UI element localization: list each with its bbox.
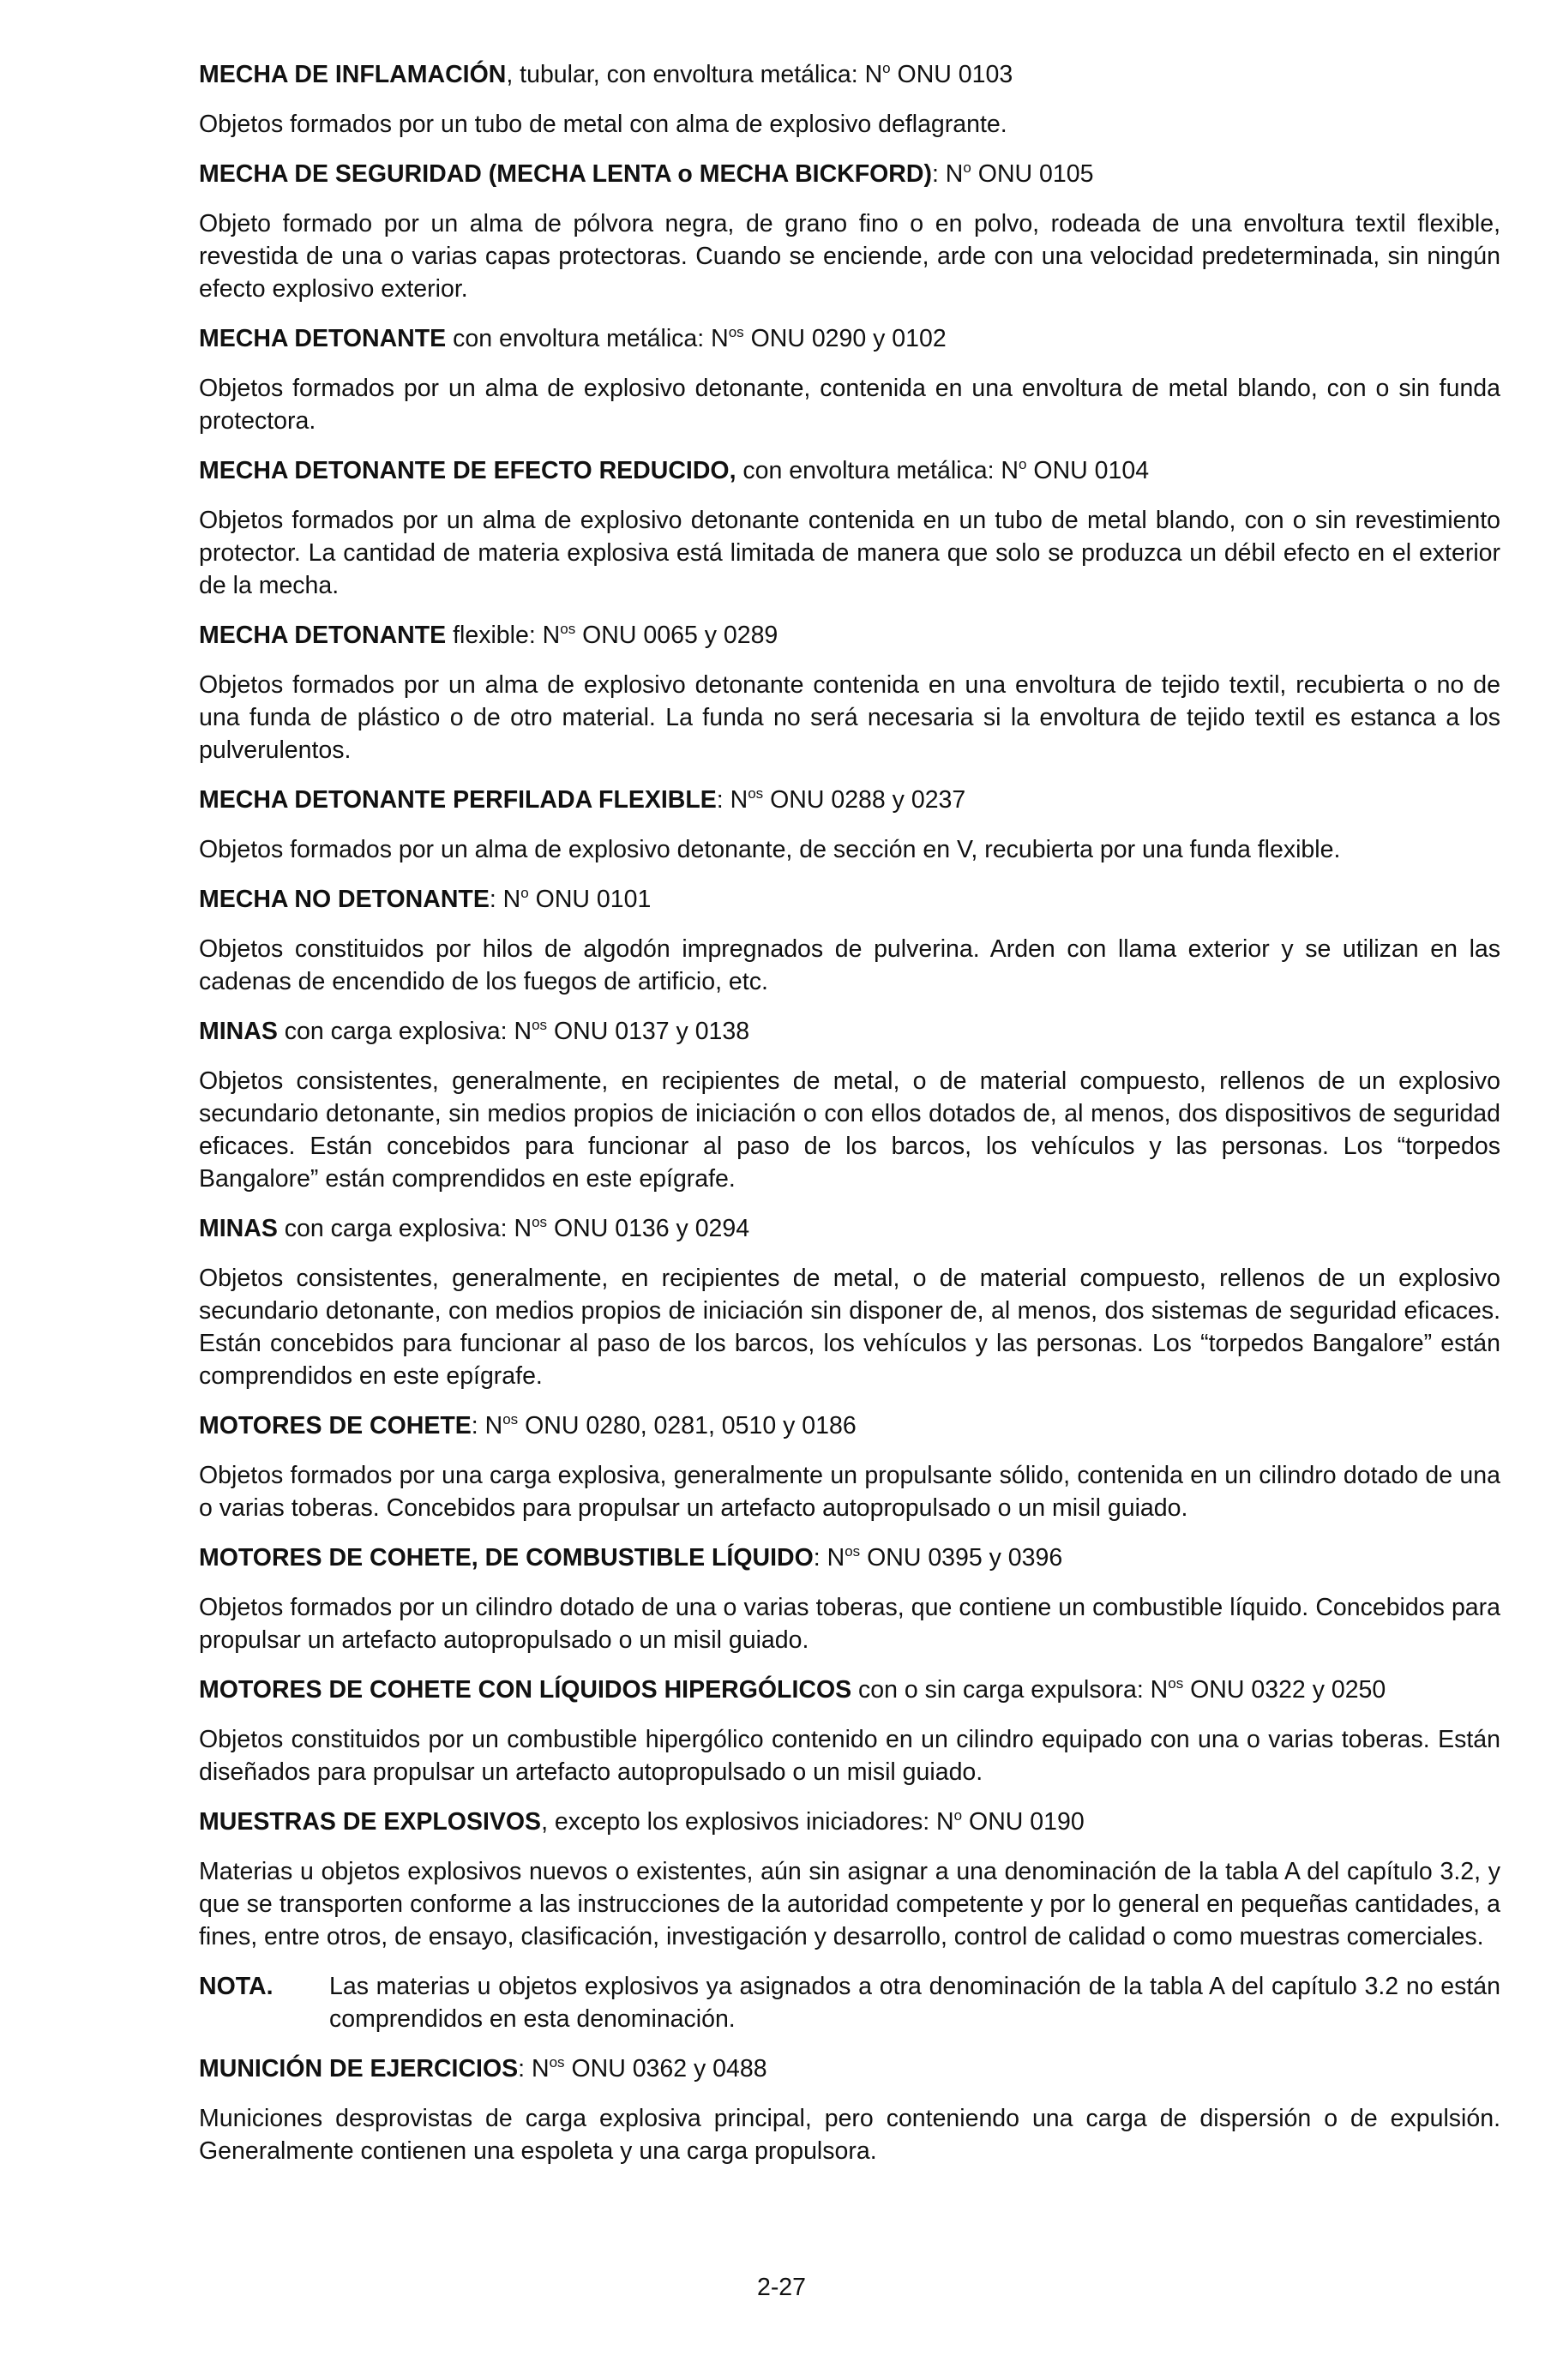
entry-detail: con envoltura metálica: N (736, 457, 1019, 484)
nota-label: NOTA. (199, 1973, 274, 2000)
entry-title: MOTORES DE COHETE CON LÍQUIDOS HIPERGÓLICOS (199, 1676, 852, 1704)
entry-mecha-de-seguridad (199, 158, 1500, 305)
entry-detail: : N (813, 1544, 845, 1572)
un-numbers: ONU 0322 y 0250 (1183, 1676, 1386, 1704)
number-sign-superscript: os (532, 1213, 548, 1230)
entry-motores-hipergolicos (199, 1674, 1500, 1788)
entry-title: MECHA NO DETONANTE (199, 886, 490, 913)
entry-detail: con carga explosiva: N (277, 1215, 532, 1242)
entry-detail: : N (931, 160, 964, 188)
number-sign-superscript: os (532, 1016, 548, 1033)
number-sign-superscript: os (502, 1410, 519, 1427)
entry-title: MECHA DE SEGURIDAD (MECHA LENTA o MECHA BICKFORD) (199, 160, 932, 188)
entry-description: Objetos constituidos por un combustible hipergólico contenido en un cilindro equipado con una o varias toberas. Están diseñados para propulsar un artefacto autopropulsado o un misil guiado. (199, 1726, 1500, 1786)
entry-detail: : N (489, 886, 521, 913)
entry-title: MUNICIÓN DE EJERCICIOS (199, 2055, 519, 2082)
entry-description: Objeto formado por un alma de pólvora negra, de grano fino o en polvo, rodeada de una envoltura textil flexible, revestida de una o varias capas protectoras. Cuando se enciende, arde con una velocidad predeterminada, sin ningún efecto explosivo exterior. (199, 210, 1500, 303)
page-number: 2-27 (756, 2274, 807, 2301)
number-sign-superscript: os (549, 2053, 565, 2070)
document-body (199, 58, 1500, 2185)
nota-text: Las materias u objetos explosivos ya asignados a otra denominación de la tabla A del capítulo 3.2 no están comprendidos en esta denominación. (329, 1973, 1500, 2033)
entry-title: MOTORES DE COHETE (199, 1412, 472, 1439)
entry-heading (199, 1409, 1500, 1442)
entry-title: MINAS (199, 1215, 278, 1242)
entry-heading (199, 322, 1500, 355)
entry-description: Municiones desprovistas de carga explosiva principal, pero conteniendo una carga de dispersión o de expulsión. Generalmente contienen una espoleta y una carga propulsora. (199, 2105, 1500, 2165)
entry-title: MECHA DETONANTE (199, 622, 447, 649)
entry-description: Materias u objetos explosivos nuevos o existentes, aún sin asignar a una denominación de la tabla A del capítulo 3.2, y que se transporten conforme a las instrucciones de la autoridad competente y por lo general en pequeñas cantidades, a fines, entre otros, de ensayo, clasificación, investigación y desarrollo, control de calidad o como muestras comerciales. (199, 1858, 1500, 1950)
entry-heading (199, 1806, 1500, 1838)
entry-minas-0136 (199, 1212, 1500, 1392)
entry-detail: con carga explosiva: N (277, 1018, 532, 1045)
un-numbers: ONU 0101 (528, 886, 652, 913)
entry-motores-combustible-liquido (199, 1542, 1500, 1656)
entry-title: MUESTRAS DE EXPLOSIVOS (199, 1808, 542, 1836)
entry-description: Objetos constituidos por hilos de algodón impregnados de pulverina. Arden con llama exterior y se utilizan en las cadenas de encendido de los fuegos de artificio, etc. (199, 935, 1500, 995)
entry-title: MECHA DETONANTE DE EFECTO REDUCIDO, (199, 457, 736, 484)
number-sign-superscript: o (963, 159, 971, 176)
entry-detail: flexible: N (446, 622, 561, 649)
number-sign-superscript: o (882, 59, 891, 76)
entry-heading (199, 1674, 1500, 1706)
un-numbers: ONU 0288 y 0237 (763, 786, 966, 814)
entry-detail: , excepto los explosivos iniciadores: N (541, 1808, 954, 1836)
un-numbers: ONU 0290 y 0102 (743, 325, 947, 352)
entry-heading (199, 158, 1500, 190)
un-numbers: ONU 0104 (1026, 457, 1150, 484)
entry-mecha-detonante-efecto-reducido (199, 454, 1500, 602)
entry-heading (199, 2052, 1500, 2085)
un-numbers: ONU 0105 (971, 160, 1094, 188)
un-numbers: ONU 0280, 0281, 0510 y 0186 (518, 1412, 857, 1439)
entry-mecha-detonante-flexible (199, 619, 1500, 766)
entry-motores-de-cohete (199, 1409, 1500, 1524)
entry-title: MECHA DETONANTE (199, 325, 447, 352)
entry-detail: : N (716, 786, 748, 814)
entry-description: Objetos formados por un alma de explosivo detonante, contenida en una envoltura de metal blando, con o sin funda protectora. (199, 375, 1500, 435)
entry-detail: con o sin carga expulsora: N (851, 1676, 1169, 1704)
number-sign-superscript: os (728, 323, 744, 340)
entry-mecha-de-inflamacion (199, 58, 1500, 141)
entry-detail: , tubular, con envoltura metálica: N (506, 61, 883, 88)
entry-municion-de-ejercicios (199, 2052, 1500, 2167)
entry-detail: : N (471, 1412, 503, 1439)
entry-mecha-detonante-perfilada (199, 784, 1500, 866)
un-numbers: ONU 0362 y 0488 (564, 2055, 767, 2082)
entry-description: Objetos formados por un alma de explosivo detonante contenida en un tubo de metal blando, con o sin revestimiento protector. La cantidad de materia explosiva está limitada de manera que solo se produzca un débil efecto en el exterior de la mecha. (199, 507, 1500, 599)
number-sign-superscript: os (560, 620, 576, 637)
entry-title: MECHA DETONANTE PERFILADA FLEXIBLE (199, 786, 717, 814)
number-sign-superscript: o (520, 884, 529, 901)
entry-detail: : N (518, 2055, 550, 2082)
entry-description: Objetos consistentes, generalmente, en recipientes de metal, o de material compuesto, rellenos de un explosivo secundario detonante, sin medios propios de iniciación o con ellos dotados de, al menos, dos dispositivos de seguridad eficaces. Están concebidos para funcionar al paso de los barcos, los vehículos y las personas. Los “torpedos Bangalore” están comprendidos en este epígrafe. (199, 1067, 1500, 1193)
un-numbers: ONU 0190 (962, 1808, 1085, 1836)
entry-heading (199, 58, 1500, 91)
entry-mecha-detonante-metalica (199, 322, 1500, 437)
un-numbers: ONU 0137 y 0138 (547, 1018, 750, 1045)
entry-description: Objetos formados por una carga explosiva, generalmente un propulsante sólido, contenida en un cilindro dotado de una o varias toberas. Concebidos para propulsar un artefacto autopropulsado o un misil guiado. (199, 1462, 1500, 1522)
entry-detail: con envoltura metálica: N (446, 325, 729, 352)
number-sign-superscript: os (845, 1542, 861, 1560)
entry-heading (199, 454, 1500, 487)
number-sign-superscript: o (1019, 455, 1027, 472)
un-numbers: ONU 0395 y 0396 (860, 1544, 1063, 1572)
entry-heading (199, 883, 1500, 916)
entry-title: MINAS (199, 1018, 278, 1045)
entry-heading (199, 784, 1500, 816)
number-sign-superscript: os (1168, 1674, 1184, 1692)
un-numbers: ONU 0136 y 0294 (547, 1215, 750, 1242)
nota-block (199, 1970, 1500, 2035)
entry-heading (199, 1542, 1500, 1574)
entry-muestras-de-explosivos (199, 1806, 1500, 2035)
entry-mecha-no-detonante (199, 883, 1500, 998)
entry-heading (199, 619, 1500, 652)
un-numbers: ONU 0065 y 0289 (575, 622, 778, 649)
entry-description: Objetos consistentes, generalmente, en recipientes de metal, o de material compuesto, rellenos de un explosivo secundario detonante, con medios propios de iniciación sin disponer de, al menos, dos sistemas de seguridad eficaces. Están concebidos para funcionar al paso de los barcos, los vehículos y las personas. Los “torpedos Bangalore” están comprendidos en este epígrafe. (199, 1265, 1500, 1390)
entry-heading (199, 1015, 1500, 1048)
entry-heading (199, 1212, 1500, 1245)
entry-description: Objetos formados por un alma de explosivo detonante, de sección en V, recubierta por una funda flexible. (199, 836, 1341, 863)
entry-description: Objetos formados por un alma de explosivo detonante contenida en una envoltura de tejido textil, recubierta o no de una funda de plástico o de otro material. La funda no será necesaria si la envoltura de tejido textil es estanca a los pulverulentos. (199, 671, 1500, 764)
entry-description: Objetos formados por un cilindro dotado de una o varias toberas, que contiene un combustible líquido. Concebidos para propulsar un artefacto autopropulsado o un misil guiado. (199, 1594, 1500, 1654)
number-sign-superscript: os (748, 784, 764, 802)
entry-title: MOTORES DE COHETE, DE COMBUSTIBLE LÍQUIDO (199, 1544, 814, 1572)
un-numbers: ONU 0103 (890, 61, 1013, 88)
entry-minas-0137 (199, 1015, 1500, 1195)
entry-title: MECHA DE INFLAMACIÓN (199, 61, 507, 88)
number-sign-superscript: o (953, 1806, 963, 1824)
entry-description: Objetos formados por un tubo de metal con alma de explosivo deflagrante. (199, 111, 1007, 138)
